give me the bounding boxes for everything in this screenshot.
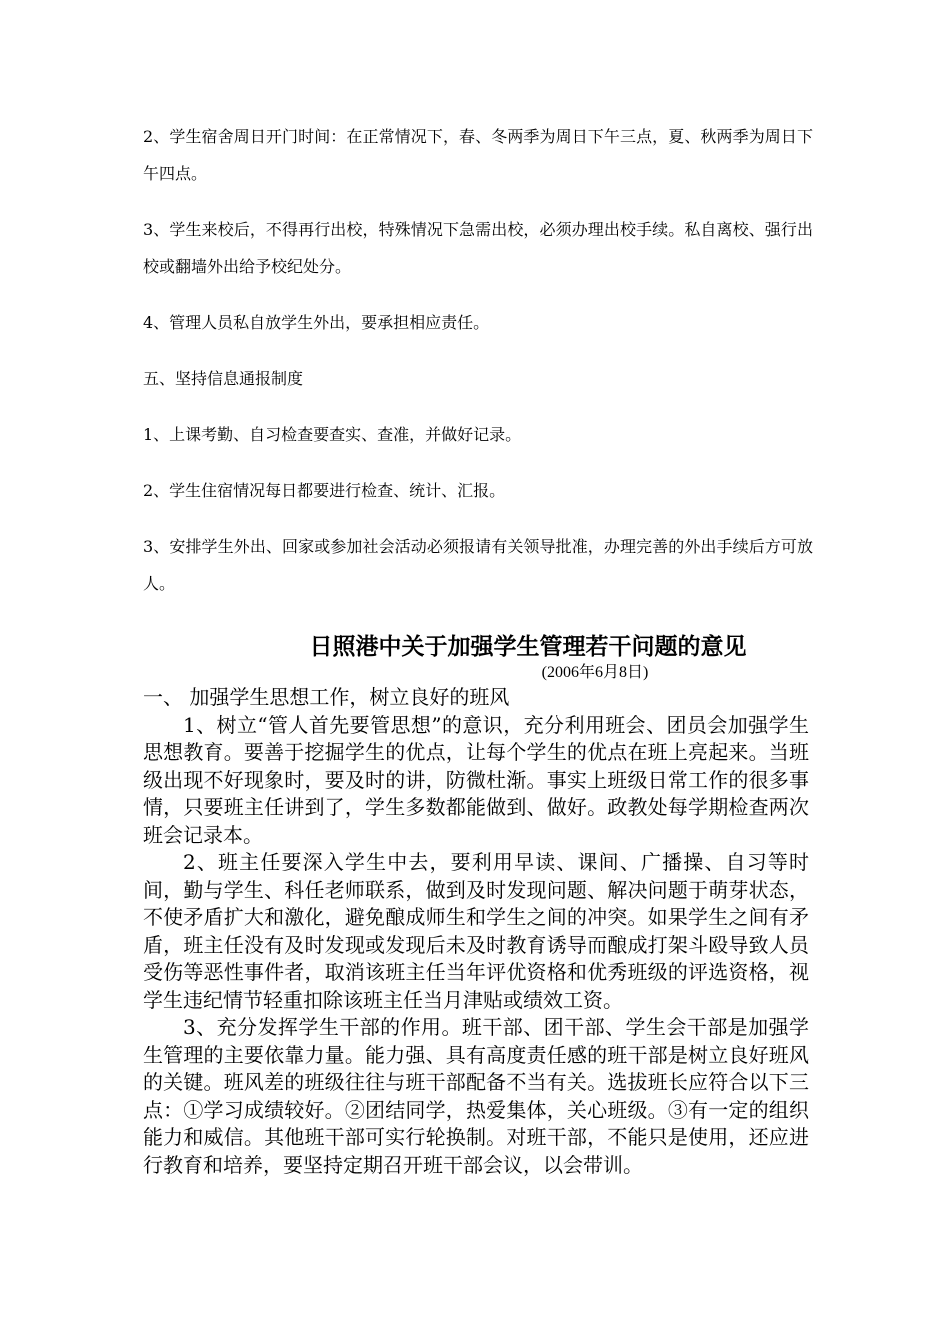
document-date: (2006年6月8日): [541, 664, 649, 681]
opinion-section: [143, 684, 809, 1179]
section-heading: 五、坚持信息通报制度: [143, 369, 304, 388]
rule-paragraph: 2、学生住宿情况每日都要进行检查、统计、汇报。: [143, 481, 506, 500]
rule-paragraph: 1、上课考勤、自习检查要查实、查准，并做好记录。: [143, 425, 522, 444]
opinion-paragraph: 2、班主任要深入学生中去，要利用早读、课间、广播操、自习等时间，勤与学生、科任老师联系，做到及时发现问题、解决问题于萌芽状态，不使矛盾扩大和激化，避免酿成师生和学生之间的冲突。如果学生之间有矛盾，班主任没有及时发现或发现后未及时教育诱导而酿成打架斗殴导致人员受伤等恶性事件者，取消该班主任当年评优资格和优秀班级的评选资格，视学生违纪情节轻重扣除该班主任当月津贴或绩效工资。: [143, 850, 809, 1012]
document-title: 日照港中关于加强学生管理若干问题的意见: [309, 634, 747, 660]
section-heading: 一、 加强学生思想工作，树立良好的班风: [143, 685, 510, 709]
opinion-paragraph: 1、树立“管人首先要管思想”的意识，充分利用班会、团员会加强学生思想教育。要善于挖掘学生的优点，让每个学生的优点在班上亮起来。当班级出现不好现象时，要及时的讲，防微杜渐。事实上班级日常工作的很多事情，只要班主任讲到了，学生多数都能做到、做好。政教处每学期检查两次班会记录本。: [143, 712, 809, 847]
rule-paragraph: 4、管理人员私自放学生外出，要承担相应责任。: [143, 313, 490, 332]
opinion-paragraph: 3、充分发挥学生干部的作用。班干部、团干部、学生会干部是加强学生管理的主要依靠力量。能力强、具有高度责任感的班干部是树立良好班风的关键。班风差的班级往往与班干部配备不当有关。选拔班长应符合以下三点：①学习成绩较好。②团结同学，热爱集体，关心班级。③有一定的组织能力和威信。其他班干部可实行轮换制。对班干部，不能只是使用，还应进行教育和培养，要坚持定期召开班干部会议，以会带训。: [143, 1015, 809, 1177]
rule-paragraph: 2、学生宿舍周日开门时间：在正常情况下，春、冬两季为周日下午三点，夏、秋两季为周日下午四点。: [143, 127, 813, 183]
rules-section: [143, 118, 813, 621]
rule-paragraph: 3、学生来校后，不得再行出校，特殊情况下急需出校，必须办理出校手续。私自离校、强行出校或翻墙外出给予校纪处分。: [143, 220, 813, 276]
rule-paragraph: 3、安排学生外出、回家或参加社会活动必须报请有关领导批准，办理完善的外出手续后方可放人。: [143, 537, 813, 593]
